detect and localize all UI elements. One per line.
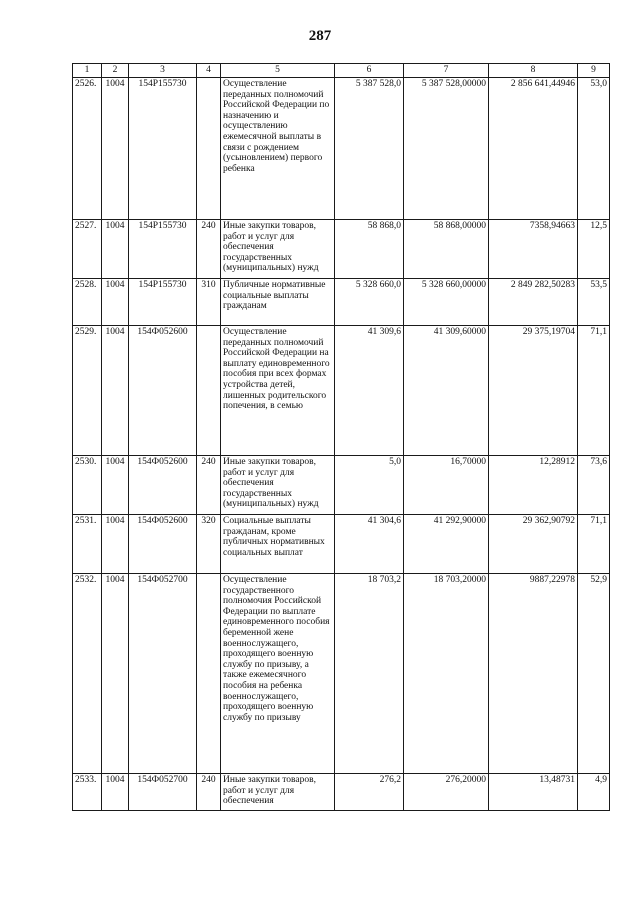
adjusted-amount: 41 309,60000 xyxy=(404,326,489,456)
plan-amount: 41 304,6 xyxy=(335,515,404,574)
plan-amount: 41 309,6 xyxy=(335,326,404,456)
table-row xyxy=(73,774,610,811)
row-number: 2532. xyxy=(73,574,102,774)
target-article: 154P155730 xyxy=(129,220,197,279)
budget-table xyxy=(72,63,610,811)
adjusted-amount: 18 703,20000 xyxy=(404,574,489,774)
column-header: 1 xyxy=(73,64,102,78)
target-article: 154P155730 xyxy=(129,279,197,326)
execution-percent: 12,5 xyxy=(578,220,610,279)
executed-amount: 2 849 282,50283 xyxy=(489,279,578,326)
row-number: 2531. xyxy=(73,515,102,574)
page-number: 287 xyxy=(308,28,332,44)
item-name: Иные закупки товаров, работ и услуг для обеспечения xyxy=(221,774,335,811)
execution-percent: 71,1 xyxy=(578,326,610,456)
table-row xyxy=(73,279,610,326)
executed-amount: 9887,22978 xyxy=(489,574,578,774)
expense-type xyxy=(197,78,221,220)
column-header: 9 xyxy=(578,64,610,78)
executed-amount: 13,48731 xyxy=(489,774,578,811)
row-number: 2533. xyxy=(73,774,102,811)
execution-percent: 53,5 xyxy=(578,279,610,326)
section-code: 1004 xyxy=(102,279,129,326)
target-article: 154P155730 xyxy=(129,78,197,220)
row-number: 2529. xyxy=(73,326,102,456)
execution-percent: 4,9 xyxy=(578,774,610,811)
column-header: 2 xyxy=(102,64,129,78)
section-code: 1004 xyxy=(102,326,129,456)
section-code: 1004 xyxy=(102,515,129,574)
expense-type: 240 xyxy=(197,220,221,279)
executed-amount: 7358,94663 xyxy=(489,220,578,279)
expense-type: 240 xyxy=(197,456,221,515)
item-name: Иные закупки товаров, работ и услуг для обеспечения государственных (муниципальных) нужд xyxy=(221,456,335,515)
plan-amount: 18 703,2 xyxy=(335,574,404,774)
expense-type: 310 xyxy=(197,279,221,326)
target-article: 154Ф052700 xyxy=(129,774,197,811)
expense-type: 240 xyxy=(197,774,221,811)
execution-percent: 52,9 xyxy=(578,574,610,774)
column-header: 5 xyxy=(221,64,335,78)
table-row xyxy=(73,456,610,515)
execution-percent: 53,0 xyxy=(578,78,610,220)
executed-amount: 12,28912 xyxy=(489,456,578,515)
table-row xyxy=(73,515,610,574)
target-article: 154Ф052700 xyxy=(129,574,197,774)
adjusted-amount: 16,70000 xyxy=(404,456,489,515)
plan-amount: 5,0 xyxy=(335,456,404,515)
table-row xyxy=(73,78,610,220)
item-name: Осуществление переданных полномочий Российской Федерации по назначению и осуществлению ежемесячной выплаты в связи с рождением (усыновлением) первого ребенка xyxy=(221,78,335,220)
table-row xyxy=(73,326,610,456)
row-number: 2527. xyxy=(73,220,102,279)
expense-type xyxy=(197,574,221,774)
plan-amount: 5 328 660,0 xyxy=(335,279,404,326)
header-row xyxy=(73,64,610,78)
expense-type: 320 xyxy=(197,515,221,574)
row-number: 2526. xyxy=(73,78,102,220)
row-number: 2530. xyxy=(73,456,102,515)
adjusted-amount: 5 328 660,00000 xyxy=(404,279,489,326)
target-article: 154Ф052600 xyxy=(129,456,197,515)
executed-amount: 2 856 641,44946 xyxy=(489,78,578,220)
adjusted-amount: 276,20000 xyxy=(404,774,489,811)
adjusted-amount: 41 292,90000 xyxy=(404,515,489,574)
plan-amount: 5 387 528,0 xyxy=(335,78,404,220)
item-name: Осуществление государственного полномочия Российской Федерации по выплате единовременного пособия беременной жене военнослужащего, проходящего военную службу по призыву, а также ежемесячного пособия на ребенка военнослужащего, проходящего военную службу по призыву xyxy=(221,574,335,774)
expense-type xyxy=(197,326,221,456)
item-name: Публичные нормативные социальные выплаты гражданам xyxy=(221,279,335,326)
section-code: 1004 xyxy=(102,574,129,774)
section-code: 1004 xyxy=(102,220,129,279)
column-header: 6 xyxy=(335,64,404,78)
column-header: 8 xyxy=(489,64,578,78)
execution-percent: 73,6 xyxy=(578,456,610,515)
table-row xyxy=(73,220,610,279)
item-name: Осуществление переданных полномочий Российской Федерации на выплату единовременного пособия при всех формах устройства детей, лишенных родительского попечения, в семью xyxy=(221,326,335,456)
column-header: 4 xyxy=(197,64,221,78)
item-name: Иные закупки товаров, работ и услуг для обеспечения государственных (муниципальных) нужд xyxy=(221,220,335,279)
target-article: 154Ф052600 xyxy=(129,326,197,456)
section-code: 1004 xyxy=(102,456,129,515)
executed-amount: 29 375,19704 xyxy=(489,326,578,456)
table-row xyxy=(73,574,610,774)
executed-amount: 29 362,90792 xyxy=(489,515,578,574)
column-header: 7 xyxy=(404,64,489,78)
column-header: 3 xyxy=(129,64,197,78)
adjusted-amount: 58 868,00000 xyxy=(404,220,489,279)
plan-amount: 276,2 xyxy=(335,774,404,811)
execution-percent: 71,1 xyxy=(578,515,610,574)
section-code: 1004 xyxy=(102,774,129,811)
adjusted-amount: 5 387 528,00000 xyxy=(404,78,489,220)
target-article: 154Ф052600 xyxy=(129,515,197,574)
plan-amount: 58 868,0 xyxy=(335,220,404,279)
item-name: Социальные выплаты гражданам, кроме публичных нормативных социальных выплат xyxy=(221,515,335,574)
row-number: 2528. xyxy=(73,279,102,326)
section-code: 1004 xyxy=(102,78,129,220)
